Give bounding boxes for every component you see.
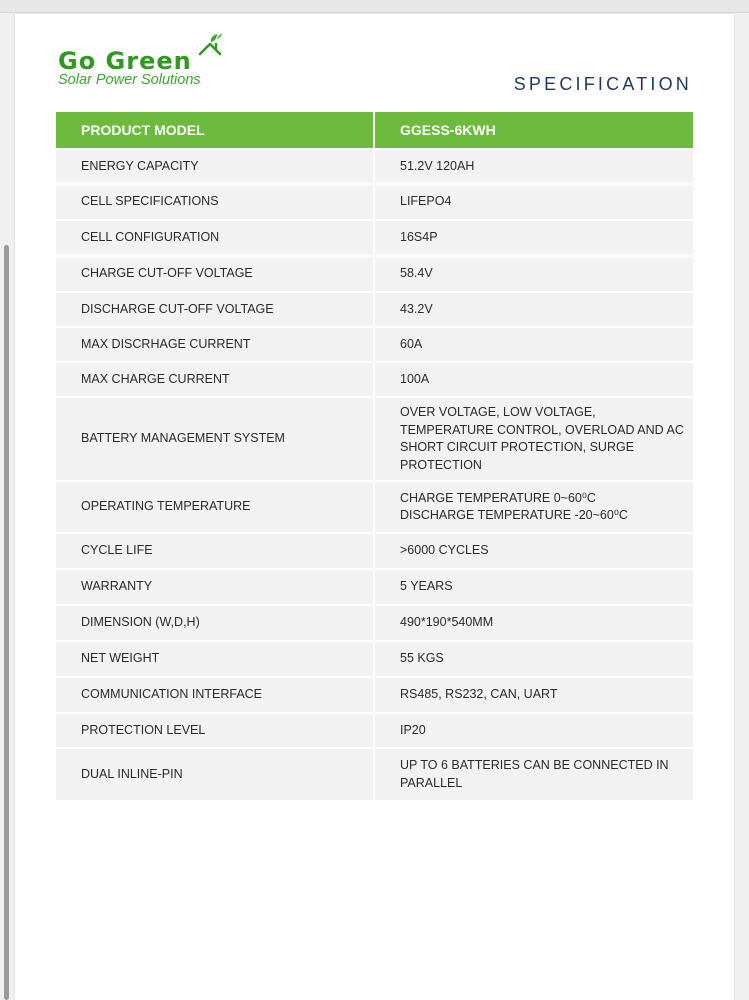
spec-label: NET WEIGHT <box>56 641 374 677</box>
spec-value: 60A <box>374 327 693 362</box>
table-row <box>56 292 693 327</box>
top-band <box>0 0 749 13</box>
spec-value: 16S4P <box>374 220 693 256</box>
table-row <box>56 362 693 397</box>
spec-label: CHARGE CUT-OFF VOLTAGE <box>56 256 374 292</box>
spec-value: IP20 <box>374 713 693 748</box>
spec-label: PROTECTION LEVEL <box>56 713 374 748</box>
spec-label: DIMENSION (W,D,H) <box>56 605 374 641</box>
table-row <box>56 220 693 256</box>
table-row <box>56 569 693 605</box>
spec-value: 51.2V 120AH <box>374 149 693 184</box>
table-row <box>56 256 693 292</box>
table-row <box>56 748 693 800</box>
spec-label: CELL CONFIGURATION <box>56 220 374 256</box>
brand-logo <box>58 32 228 92</box>
spec-label: WARRANTY <box>56 569 374 605</box>
table-row <box>56 641 693 677</box>
table-row <box>56 533 693 569</box>
spec-label: MAX DISCRHAGE CURRENT <box>56 327 374 362</box>
spec-label: DISCHARGE CUT-OFF VOLTAGE <box>56 292 374 327</box>
table-row <box>56 327 693 362</box>
header-label: PRODUCT MODEL <box>56 112 374 149</box>
spec-value: UP TO 6 BATTERIES CAN BE CONNECTED IN PARALLEL <box>374 748 693 800</box>
spec-value: 55 KGS <box>374 641 693 677</box>
brand-name: Go Green <box>58 47 192 75</box>
spec-value: 43.2V <box>374 292 693 327</box>
table-row <box>56 481 693 533</box>
spec-value: RS485, RS232, CAN, UART <box>374 677 693 713</box>
header-value: GGESS-6KWH <box>374 112 693 149</box>
spec-value: 100A <box>374 362 693 397</box>
house-leaf-icon <box>197 32 223 62</box>
table-row <box>56 184 693 220</box>
specification-table <box>56 112 693 800</box>
spec-value: 490*190*540MM <box>374 605 693 641</box>
spec-label: DUAL INLINE-PIN <box>56 748 374 800</box>
spec-value: 5 YEARS <box>374 569 693 605</box>
page-title: SPECIFICATION <box>513 74 692 94</box>
scrollbar[interactable] <box>4 245 9 1000</box>
spec-label: ENERGY CAPACITY <box>56 149 374 184</box>
table-header-row <box>56 112 693 149</box>
spec-value: LIFEPO4 <box>374 184 693 220</box>
table-row <box>56 149 693 184</box>
spec-label: CELL SPECIFICATIONS <box>56 184 374 220</box>
spec-value: OVER VOLTAGE, LOW VOLTAGE, TEMPERATURE CONTROL, OVERLOAD AND AC SHORT CIRCUIT PROTECTION, SURGE PROTECTION <box>374 397 693 481</box>
spec-value: 58.4V <box>374 256 693 292</box>
spec-label: COMMUNICATION INTERFACE <box>56 677 374 713</box>
spec-value: CHARGE TEMPERATURE 0~60⁰C DISCHARGE TEMPERATURE -20~60⁰C <box>374 481 693 533</box>
table-row <box>56 397 693 481</box>
spec-value: >6000 CYCLES <box>374 533 693 569</box>
table-row <box>56 605 693 641</box>
spec-label: BATTERY MANAGEMENT SYSTEM <box>56 397 374 481</box>
table-row <box>56 713 693 748</box>
spec-label: MAX CHARGE CURRENT <box>56 362 374 397</box>
table-row <box>56 677 693 713</box>
spec-label: CYCLE LIFE <box>56 533 374 569</box>
brand-tagline: Solar Power Solutions <box>58 72 201 88</box>
spec-label: OPERATING TEMPERATURE <box>56 481 374 533</box>
